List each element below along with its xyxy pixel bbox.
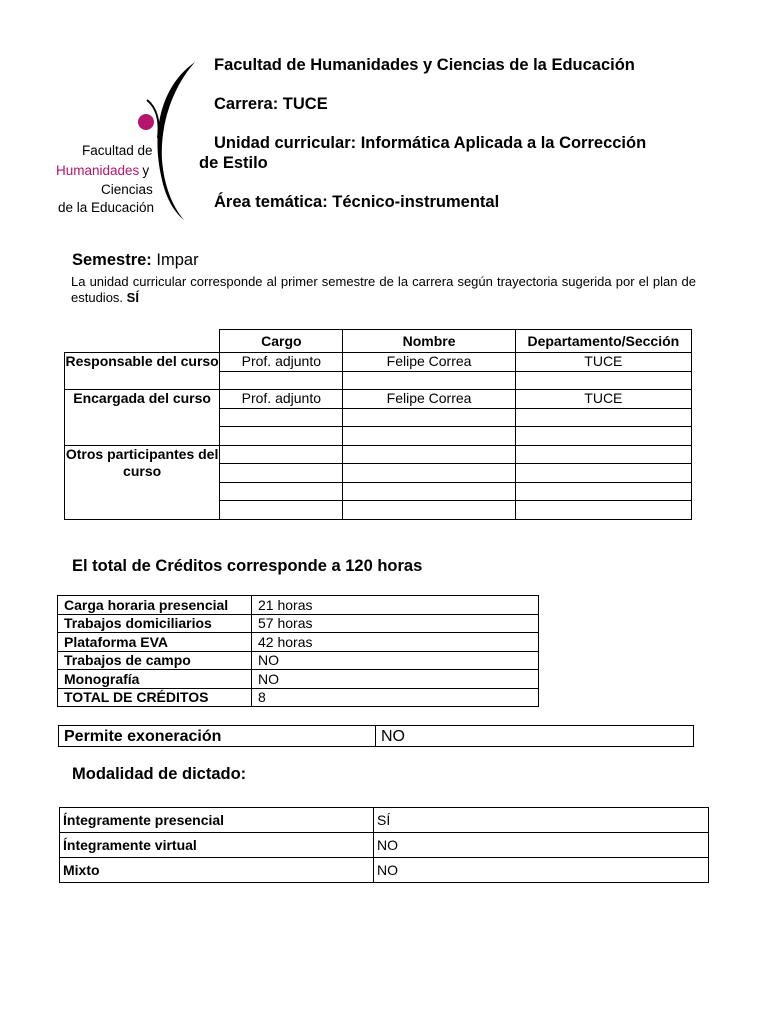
logo-line-2	[56, 163, 149, 178]
table-row	[58, 651, 539, 670]
table-row	[59, 726, 694, 747]
modalidad-value: NO	[374, 858, 709, 883]
credit-label: Monografía	[58, 670, 252, 689]
table-row	[58, 670, 539, 689]
table-cell	[515, 482, 691, 501]
credit-value: NO	[252, 670, 539, 689]
logo-line-1: Facultad de	[82, 143, 153, 158]
table-cell	[515, 445, 691, 464]
logo-line-2-y: y	[142, 163, 150, 178]
modalidad-value: SÍ	[374, 808, 709, 833]
table-row	[65, 390, 692, 409]
semestre	[72, 251, 199, 270]
table-cell	[515, 427, 691, 446]
logo-line-2-word: Humanidades	[56, 163, 140, 178]
credit-label: Carga horaria presencial	[58, 596, 252, 615]
semestre-answer: SÍ	[126, 290, 139, 305]
modalidad-table	[59, 807, 709, 883]
encargada-cargo: Prof. adjunto	[220, 390, 343, 409]
semestre-description-text: La unidad curricular corresponde al primer semestre de la carrera según trayectoria sugerida por el plan de estudios.	[71, 274, 696, 305]
modalidad-value: NO	[374, 833, 709, 858]
table-cell	[515, 464, 691, 483]
table-row	[58, 614, 539, 633]
table-cell	[343, 371, 515, 390]
credits-table	[57, 595, 539, 707]
exoneracion-table	[58, 725, 694, 747]
table-cell	[515, 408, 691, 427]
credit-value: 57 horas	[252, 614, 539, 633]
table-cell	[220, 445, 343, 464]
table-cell	[343, 464, 515, 483]
table-row	[60, 833, 709, 858]
semestre-value: Impar	[156, 251, 199, 269]
encargada-label: Encargada del curso	[65, 390, 220, 446]
table-cell	[220, 501, 343, 520]
table-cell	[515, 371, 691, 390]
credit-label: Trabajos de campo	[58, 651, 252, 670]
semestre-label: Semestre:	[72, 251, 152, 269]
table-cell	[343, 445, 515, 464]
table-cell	[220, 482, 343, 501]
table-cell	[343, 408, 515, 427]
staff-table	[64, 329, 692, 520]
faculty-logo	[52, 60, 202, 225]
credit-label: Trabajos domiciliarios	[58, 614, 252, 633]
encargada-nombre: Felipe Correa	[343, 390, 515, 409]
carrera: Carrera: TUCE	[214, 95, 328, 113]
table-cell	[220, 371, 343, 390]
credits-title: El total de Créditos corresponde a 120 horas	[72, 557, 423, 575]
unidad-curricular-cont: de Estilo	[199, 154, 268, 172]
logo-line-4: de la Educación	[58, 200, 155, 215]
table-row	[58, 596, 539, 615]
exoneracion-value: NO	[376, 726, 694, 747]
modalidad-title: Modalidad de dictado:	[72, 765, 247, 783]
exoneracion-label: Permite exoneración	[59, 726, 376, 747]
table-cell	[343, 482, 515, 501]
table-cell	[343, 427, 515, 446]
table-cell	[343, 501, 515, 520]
staff-header-row	[65, 330, 692, 353]
credit-total-value: 8	[252, 688, 539, 707]
table-row	[65, 353, 692, 372]
table-row	[58, 688, 539, 707]
table-row	[58, 633, 539, 652]
table-cell	[220, 464, 343, 483]
unidad-curricular: Unidad curricular: Informática Aplicada a la Corrección	[214, 134, 647, 152]
area-tematica: Área temática: Técnico-instrumental	[214, 193, 500, 211]
credit-label: Plataforma EVA	[58, 633, 252, 652]
header-departamento: Departamento/Sección	[515, 330, 691, 353]
table-cell	[220, 427, 343, 446]
responsable-label: Responsable del curso	[65, 353, 220, 390]
table-row	[60, 858, 709, 883]
credit-value: 42 horas	[252, 633, 539, 652]
semestre-description	[71, 274, 696, 306]
modalidad-label: Mixto	[60, 858, 374, 883]
credit-value: 21 horas	[252, 596, 539, 615]
faculty-title: Facultad de Humanidades y Ciencias de la Educación	[214, 56, 635, 74]
modalidad-label: Íntegramente virtual	[60, 833, 374, 858]
modalidad-label: Íntegramente presencial	[60, 808, 374, 833]
responsable-cargo: Prof. adjunto	[220, 353, 343, 372]
header-nombre: Nombre	[343, 330, 515, 353]
otros-label: Otros participantes del curso	[65, 445, 220, 519]
responsable-departamento: TUCE	[515, 353, 691, 372]
table-row	[65, 445, 692, 464]
table-row	[60, 808, 709, 833]
credit-total-label: TOTAL DE CRÉDITOS	[58, 688, 252, 707]
encargada-departamento: TUCE	[515, 390, 691, 409]
logo-swoosh	[157, 62, 195, 220]
responsable-nombre: Felipe Correa	[343, 353, 515, 372]
logo-dot	[138, 114, 154, 130]
staff-header-empty	[65, 330, 220, 353]
table-cell	[515, 501, 691, 520]
logo-line-3: Ciencias	[101, 182, 153, 197]
header-cargo: Cargo	[220, 330, 343, 353]
table-cell	[220, 408, 343, 427]
credit-value: NO	[252, 651, 539, 670]
